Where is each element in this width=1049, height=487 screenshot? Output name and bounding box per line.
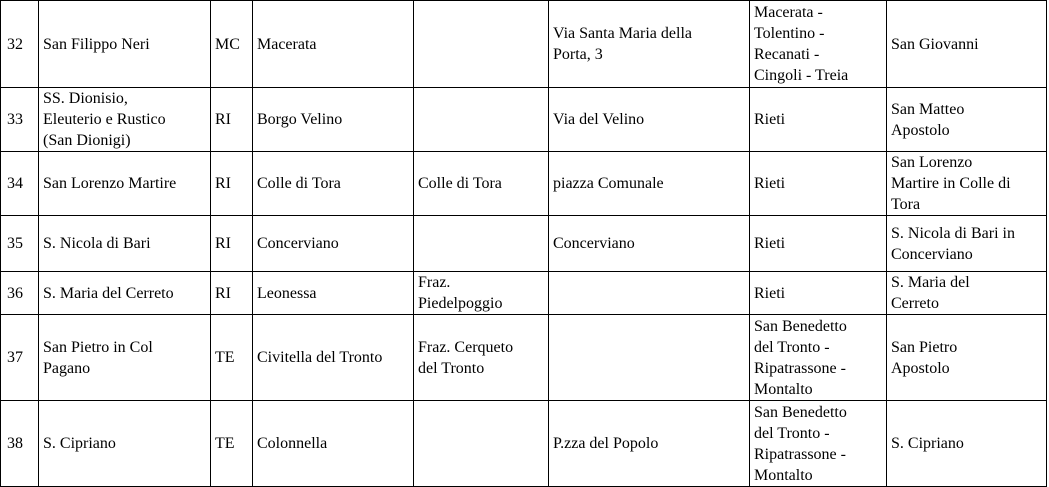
address-cell: Via Santa Maria della Porta, 3 xyxy=(549,1,750,88)
diocese-cell: Rieti xyxy=(750,88,887,152)
address-cell: piazza Comunale xyxy=(549,152,750,216)
church-name-cell: S. Nicola di Bari xyxy=(39,216,211,272)
row-number-cell: 35 xyxy=(1,216,39,272)
address-cell: P.zza del Popolo xyxy=(549,401,750,487)
church-name-cell: S. Maria del Cerreto xyxy=(39,272,211,315)
row-number-cell: 32 xyxy=(1,1,39,88)
church-name-cell: S. Cipriano xyxy=(39,401,211,487)
municipality-cell: Leonessa xyxy=(253,272,414,315)
address-cell xyxy=(549,272,750,315)
municipality-cell: Macerata xyxy=(253,1,414,88)
diocese-cell: Macerata - Tolentino - Recanati - Cingoli - Treia xyxy=(750,1,887,88)
table-row xyxy=(1,401,1047,487)
diocese-cell: Rieti xyxy=(750,152,887,216)
table-row xyxy=(1,88,1047,152)
province-cell: TE xyxy=(211,401,253,487)
hamlet-cell: Colle di Tora xyxy=(414,152,549,216)
church-name-cell: San Lorenzo Martire xyxy=(39,152,211,216)
address-cell: Concerviano xyxy=(549,216,750,272)
hamlet-cell xyxy=(414,401,549,487)
parish-cell: S. Maria del Cerreto xyxy=(887,272,1047,315)
parish-cell: San Giovanni xyxy=(887,1,1047,88)
municipality-cell: Colonnella xyxy=(253,401,414,487)
church-name-cell: San Pietro in Col Pagano xyxy=(39,315,211,401)
province-cell: TE xyxy=(211,315,253,401)
hamlet-cell: Fraz. Piedelpoggio xyxy=(414,272,549,315)
parish-cell: San Pietro Apostolo xyxy=(887,315,1047,401)
parish-cell: S. Nicola di Bari in Concerviano xyxy=(887,216,1047,272)
parish-cell: San Matteo Apostolo xyxy=(887,88,1047,152)
hamlet-cell: Fraz. Cerqueto del Tronto xyxy=(414,315,549,401)
table-row xyxy=(1,315,1047,401)
parish-cell: San Lorenzo Martire in Colle di Tora xyxy=(887,152,1047,216)
municipality-cell: Civitella del Tronto xyxy=(253,315,414,401)
parish-cell: S. Cipriano xyxy=(887,401,1047,487)
hamlet-cell xyxy=(414,216,549,272)
province-cell: RI xyxy=(211,216,253,272)
row-number-cell: 33 xyxy=(1,88,39,152)
table-row xyxy=(1,272,1047,315)
table-row xyxy=(1,216,1047,272)
province-cell: MC xyxy=(211,1,253,88)
municipality-cell: Borgo Velino xyxy=(253,88,414,152)
province-cell: RI xyxy=(211,152,253,216)
diocese-cell: San Benedetto del Tronto - Ripatrassone - Montalto xyxy=(750,315,887,401)
church-name-cell: SS. Dionisio, Eleuterio e Rustico (San Dionigi) xyxy=(39,88,211,152)
hamlet-cell xyxy=(414,1,549,88)
row-number-cell: 38 xyxy=(1,401,39,487)
diocese-cell: San Benedetto del Tronto - Ripatrassone - Montalto xyxy=(750,401,887,487)
province-cell: RI xyxy=(211,88,253,152)
hamlet-cell xyxy=(414,88,549,152)
address-cell: Via del Velino xyxy=(549,88,750,152)
row-number-cell: 37 xyxy=(1,315,39,401)
row-number-cell: 36 xyxy=(1,272,39,315)
municipality-cell: Colle di Tora xyxy=(253,152,414,216)
address-cell xyxy=(549,315,750,401)
municipality-cell: Concerviano xyxy=(253,216,414,272)
diocese-cell: Rieti xyxy=(750,272,887,315)
church-name-cell: San Filippo Neri xyxy=(39,1,211,88)
table-row xyxy=(1,1,1047,88)
table-row xyxy=(1,152,1047,216)
row-number-cell: 34 xyxy=(1,152,39,216)
province-cell: RI xyxy=(211,272,253,315)
diocese-cell: Rieti xyxy=(750,216,887,272)
